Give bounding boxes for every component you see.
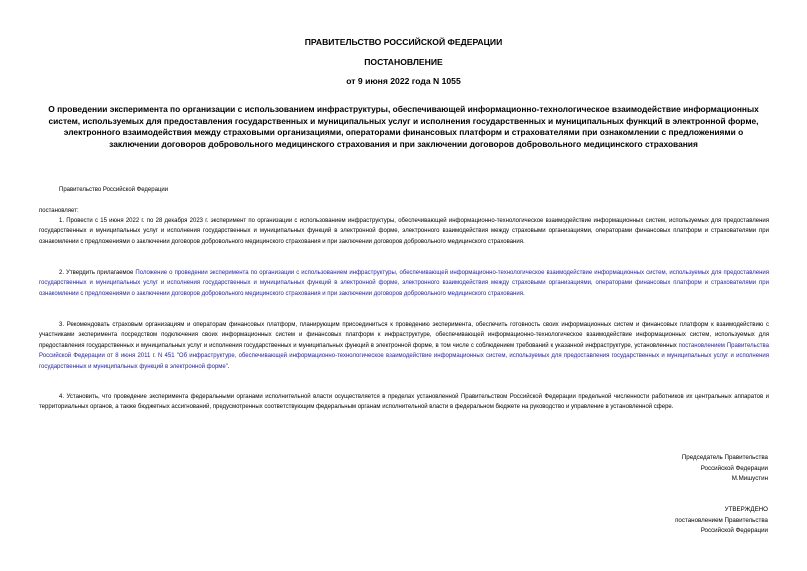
document-type: ПОСТАНОВЛЕНИЕ — [364, 57, 443, 67]
issuer-text: Правительство Российской Федерации — [59, 187, 169, 193]
paragraph-3-end: . — [227, 363, 230, 370]
signature-block — [560, 453, 768, 485]
regulation-link[interactable]: Положение о проведении эксперимента по организации с использованием инфраструктуры, обеспечивающей информационно-технологическое взаимодействие информационных систем, используемых для предоставления государственных и муниципальных услуг и исполнения государственных и муниципальных функций в электронной форме, электронного взаимодействия между страховыми организациями, операторами финансовых платформ и страхователями при ознакомлении с предложениями о заключении договоров добровольного медицинского страхования и при заключении договоров добровольного медицинского страхования — [39, 270, 769, 297]
government-heading: ПРАВИТЕЛЬСТВО РОССИЙСКОЙ ФЕДЕРАЦИИ — [304, 37, 503, 47]
paragraph-3 — [39, 320, 769, 372]
paragraph-2 — [39, 268, 769, 299]
signer-country: Российской Федерации — [700, 464, 768, 472]
decree-451-link[interactable]: постановлением Правительства Российской Федерации от 8 июня 2011 г. N 451 "Об инфраструктуре, обеспечивающей информационно-технологическое взаимодействие информационных систем, используемых для предоставления государственных и муниципальных услуг и исполнения государственных и муниципальных функций в электронной форме" — [39, 342, 769, 370]
approval-title: УТВЕРЖДЕНО — [724, 506, 768, 513]
signer-position: Председатель Правительства — [681, 454, 768, 461]
document-date-number: от 9 июня 2022 года N 1055 — [346, 76, 461, 86]
paragraph-1: 1. Провести с 15 июня 2022 г. по 28 декабря 2023 г. эксперимент по организации с использованием инфраструктуры, обеспечивающей информационно-технологическое взаимодействие информационных систем, используемых для предоставления государственных и муниципальных услуг и исполнения государственных и муниципальных функций в электронной форме, электронного взаимодействия между страховыми организациями, операторами финансовых платформ и страхователями при ознакомлении с предложениями о заключении договоров добровольного медицинского страхования и при заключении договоров добровольного медицинского страхования. — [39, 218, 769, 245]
decides-text: постановляет: — [39, 208, 79, 214]
paragraph-3-start: 3. Рекомендовать страховым организациям и операторам финансовых платформ, планирующим присоединиться к проведению эксперимента, обеспечить готовность своих информационных систем и финансовых платформ к взаимодействию с участниками эксперимента посредством подключения своих информационных систем и финансовых платформ к инфраструктуре, обеспечивающей информационно-технологическое взаимодействие информационных систем, используемых для предоставления государственных и муниципальных услуг и исполнения государственных и муниципальных функций в электронной форме, в том числе с соблюдением требований к указанной инфраструктуре, установленных — [39, 322, 769, 349]
approval-by: постановлением Правительства — [675, 516, 768, 524]
paragraph-2-start: 2. Утвердить прилагаемое — [59, 270, 136, 276]
document-title: О проведении эксперимента по организации с использованием инфраструктуры, обеспечивающей информационно-технологическое взаимодействие информационных систем, используемых для предоставления государственных и муниципальных услуг и исполнения государственных и муниципальных функций в электронной форме, электронного взаимодействия между страховыми организациями, операторами финансовых платформ и страхователями при ознакомлении с предложениями о заключении договоров добровольного медицинского страхования и при заключении договоров добровольного медицинского страхования — [48, 104, 759, 149]
paragraph-2-end: . — [522, 290, 525, 297]
approval-block — [560, 505, 768, 537]
approval-country: Российской Федерации — [700, 527, 768, 535]
signer-name: М.Мишустин — [731, 475, 768, 483]
paragraph-4: 4. Установить, что проведение эксперимента федеральными органами исполнительной власти осуществляется в пределах установленной Правительством Российской Федерации предельной численности работников их центральных аппаратов и территориальных органов, а также бюджетных ассигнований, предусмотренных соответствующим федеральным органам исполнительной власти в федеральном бюджете на руководство и управление в установленной сфере. — [39, 394, 769, 411]
